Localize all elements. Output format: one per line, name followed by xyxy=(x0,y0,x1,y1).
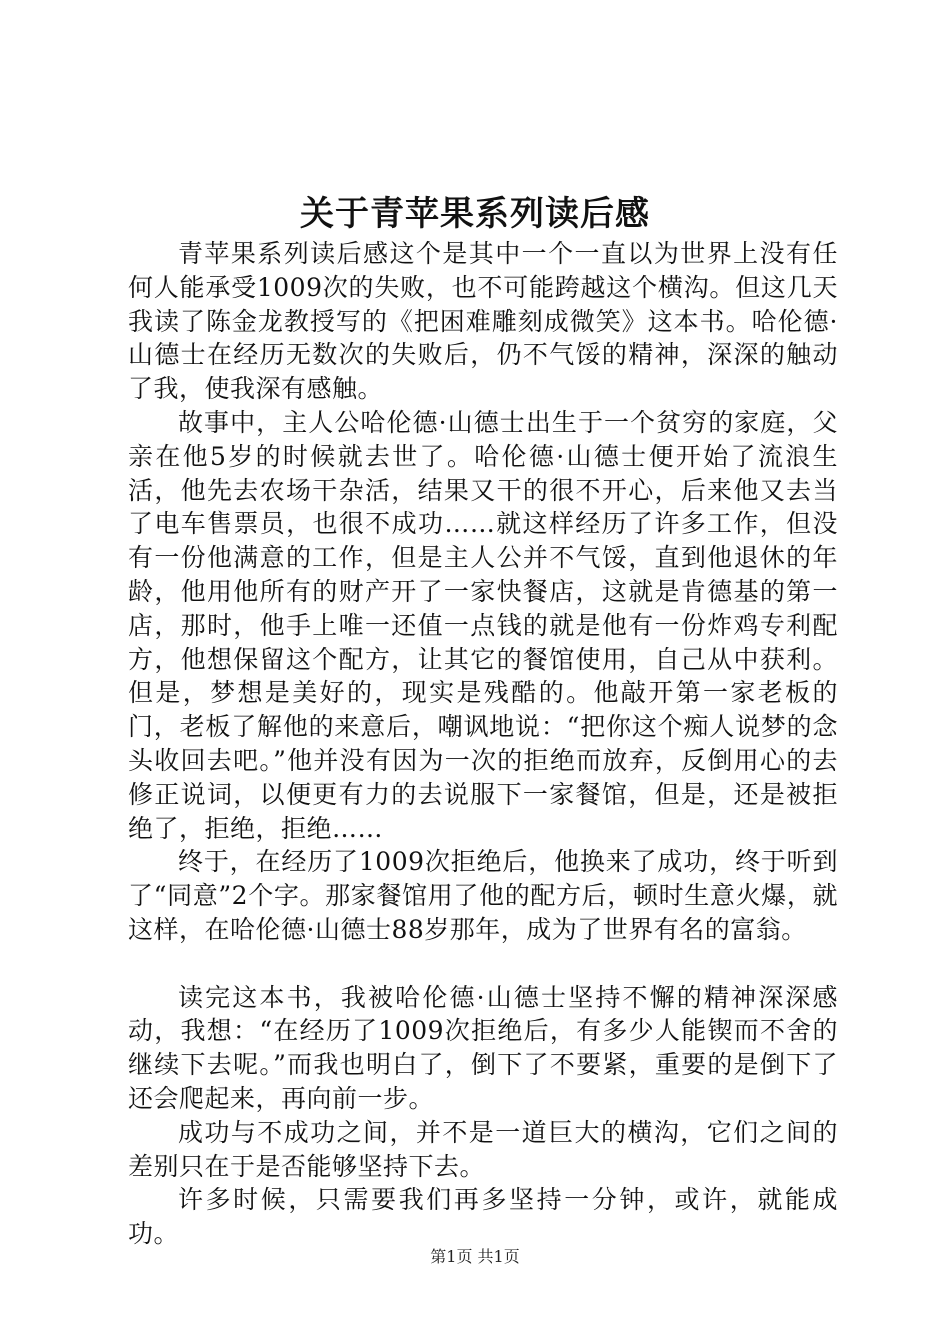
paragraph-4: 读完这本书，我被哈伦德·山德士坚持不懈的精神深深感动，我想：“在经历了1009次拒绝后，有多少人能锲而不舍的继续下去呢。”而我也明白了，倒下了不要紧，重要的是倒下了还会爬起来，再向前一步。 xyxy=(128,982,838,1113)
paragraph-spacer xyxy=(128,947,838,981)
paragraph-3: 终于，在经历了1009次拒绝后，他换来了成功，终于听到了“同意”2个字。那家餐馆用了他的配方后，顿时生意火爆，就这样，在哈伦德·山德士88岁那年，成为了世界有名的富翁。 xyxy=(128,847,838,944)
document-body xyxy=(128,237,838,1251)
paragraph-1: 青苹果系列读后感这个是其中一个一直以为世界上没有任何人能承受1009次的失败，也不可能跨越这个横沟。但这几天我读了陈金龙教授写的《把困难雕刻成微笑》这本书。哈伦德·山德士在经历无数次的失败后，仍不气馁的精神，深深的触动了我，使我深有感触。 xyxy=(128,239,838,404)
paragraph-5: 成功与不成功之间，并不是一道巨大的横沟，它们之间的差别只在于是否能够坚持下去。 xyxy=(128,1117,838,1181)
document-title: 关于青苹果系列读后感 xyxy=(300,194,650,234)
paragraph-2: 故事中，主人公哈伦德·山德士出生于一个贫穷的家庭，父亲在他5岁的时候就去世了。哈伦德·山德士便开始了流浪生活，他先去农场干杂活，结果又干的很不开心，后来他又去当了电车售票员，也很不成功……就这样经历了许多工作，但没有一份他满意的工作，但是主人公并不气馁，直到他退休的年龄，他用他所有的财产开了一家快餐店，这就是肯德基的第一店，那时，他手上唯一还值一点钱的就是他有一份炸鸡专利配方，他想保留这个配方，让其它的餐馆使用，自己从中获利。但是，梦想是美好的，现实是残酷的。他敲开第一家老板的门，老板了解他的来意后，嘲讽地说：“把你这个痴人说梦的念头收回去吧。”他并没有因为一次的拒绝而放弃，反倒用心的去修正说词，以便更有力的去说服下一家餐馆，但是，还是被拒绝了，拒绝，拒绝…… xyxy=(128,407,838,843)
page-footer: 第1页 共1页 xyxy=(430,1247,520,1266)
paragraph-6: 许多时候，只需要我们再多坚持一分钟，或许，就能成功。 xyxy=(128,1185,838,1249)
